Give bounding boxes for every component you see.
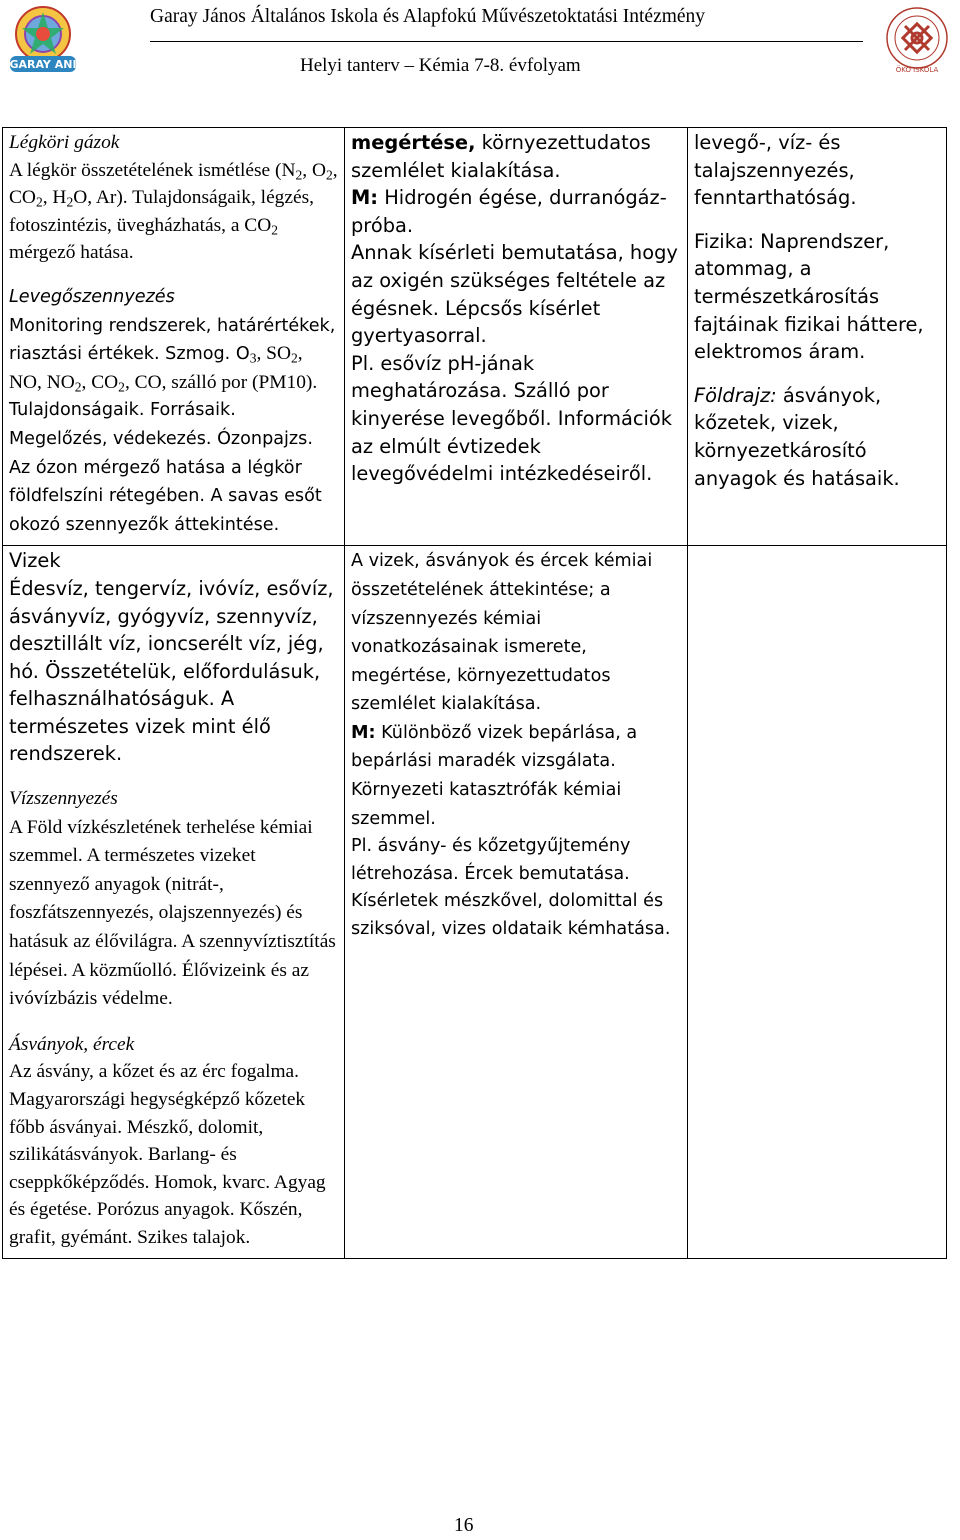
topic-paragraph: Légköri gázok A légkör összetételének ismétlése ($N_2$, $O_2$, $CO_2$, $H_2O$, Ar). Tulajdonságaik, légzés, fotoszintézis, üvegházhatás, a $CO_2$ mérgező hatása. — [9, 132, 338, 264]
goal-paragraph: M: Hidrogén égése, durranógáz-próba. — [351, 186, 667, 237]
connection-paragraph: Fizika: Naprendszer, atommag, a természetkárosítás fajtáinak fizikai háttere, elektromos áram. — [694, 229, 924, 364]
goals-cell — [345, 546, 688, 1258]
page-header — [0, 0, 960, 100]
connection-paragraph: levegő-, víz- és talajszennyezés, fenntarthatóság. — [694, 131, 857, 210]
school-logo-icon — [6, 4, 80, 76]
goal-paragraph: Pl. esővíz pH-jának meghatározása. Szálló por kinyerése levegőből. Információk az elmúlt évtizedek levegővédelmi intézkedéseiről. — [351, 351, 673, 486]
connections-cell — [688, 128, 947, 546]
school-name: Garay János Általános Iskola és Alapfokú Művészetoktatási Intézmény — [150, 6, 706, 27]
topic-title: Vízszennyezés — [9, 788, 118, 810]
goal-paragraph: A vizek, ásványok és ércek kémiai összetételének áttekintése; a vízszennyezés kémiai vonatkozásainak ismerete, megértése, környezettudatos szemlélet kialakítása. — [351, 551, 653, 715]
page-number: 16 — [454, 1515, 474, 1536]
curriculum-table — [2, 127, 947, 1259]
table-row — [3, 128, 947, 546]
table-row — [3, 546, 947, 1258]
goal-paragraph: megértése, környezettudatos szemlélet kialakítása. — [351, 131, 651, 182]
goals-cell — [345, 128, 688, 546]
topic-paragraph: Ásványok, ércek Az ásvány, a kőzet és az érc fogalma. Magyarországi hegységképző kőzetek főbb ásványai. Mészkő, dolomit, szilikátásványok. Barlang- és cseppkőképződés. Homok, kvarc. Agyag és égetése. Porózus anyagok. Kőszén, grafit, gyémánt. Szikes talajok. — [9, 1033, 326, 1248]
topic-cell — [3, 546, 345, 1258]
svg-text:GARAY ANI: GARAY ANI — [9, 58, 77, 71]
connections-cell — [688, 546, 947, 1258]
curriculum-subtitle: Helyi tanterv – Kémia 7-8. évfolyam — [300, 55, 581, 76]
topic-title: Ásványok, ércek — [9, 1033, 135, 1055]
goal-paragraph: M: Különböző vizek bepárlása, a bepárlási maradék vizsgálata. Környezeti katasztrófák kémiai szemmel. — [351, 722, 638, 829]
topic-paragraph: Levegőszennyezés Monitoring rendszerek, határértékek, riasztási értékek. Szmog. $O_3$, $SO_2$, NO, $NO_2$, $CO_2$, CO, szálló por (PM10). Tulajdonságaik. Forrásaik. Megelőzés, védekezés. Ózonpajzs. Az ózon mérgező hatása a légkör földfelszíni rétegében. A savas esőt okozó szennyezők áttekintése. — [9, 286, 336, 535]
topic-title: Levegőszennyezés — [9, 286, 175, 307]
topic-paragraph: Vizek Édesvíz, tengervíz, ivóvíz, esővíz, ásványvíz, gyógyvíz, szennyvíz, desztillált víz, ioncserélt víz, jég, hó. Összetételük, előfordulásuk, felhasználhatóságuk. A természetes vizek mint élő rendszerek. — [9, 549, 334, 766]
topic-paragraph: Vízszennyezés A Föld vízkészletének terhelése kémiai szemmel. A természetes vizeket szennyező anyagok (nitrát-, foszfátszennyezés, olajszennyezés) és hatásuk az élővilágra. A szennyvíztisztítás lépései. A közműolló. Élővizeink és az ivóvízbázis védelme. — [9, 788, 336, 1010]
goal-paragraph: Pl. ásvány- és kőzetgyűjtemény létrehozása. Ércek bemutatása. Kísérletek mészkővel, dolomittal és sziksóval, vizes oldataik kémhatása. — [351, 836, 671, 940]
connection-paragraph: Földrajz: ásványok, kőzetek, vizek, környezetkárosító anyagok és hatásaik. — [694, 383, 900, 490]
goal-paragraph: Annak kísérleti bemutatása, hogy az oxigén szükséges feltétele az égésnek. Lépcsős kísérlet gyertyasorral. — [351, 241, 678, 348]
eco-school-logo-icon — [882, 6, 952, 74]
topic-cell — [3, 128, 345, 546]
header-divider — [150, 41, 863, 42]
topic-title: Légköri gázok — [9, 132, 120, 153]
topic-title: Vizek — [9, 549, 61, 573]
svg-text:ÖKO ISKOLA: ÖKO ISKOLA — [895, 66, 939, 74]
